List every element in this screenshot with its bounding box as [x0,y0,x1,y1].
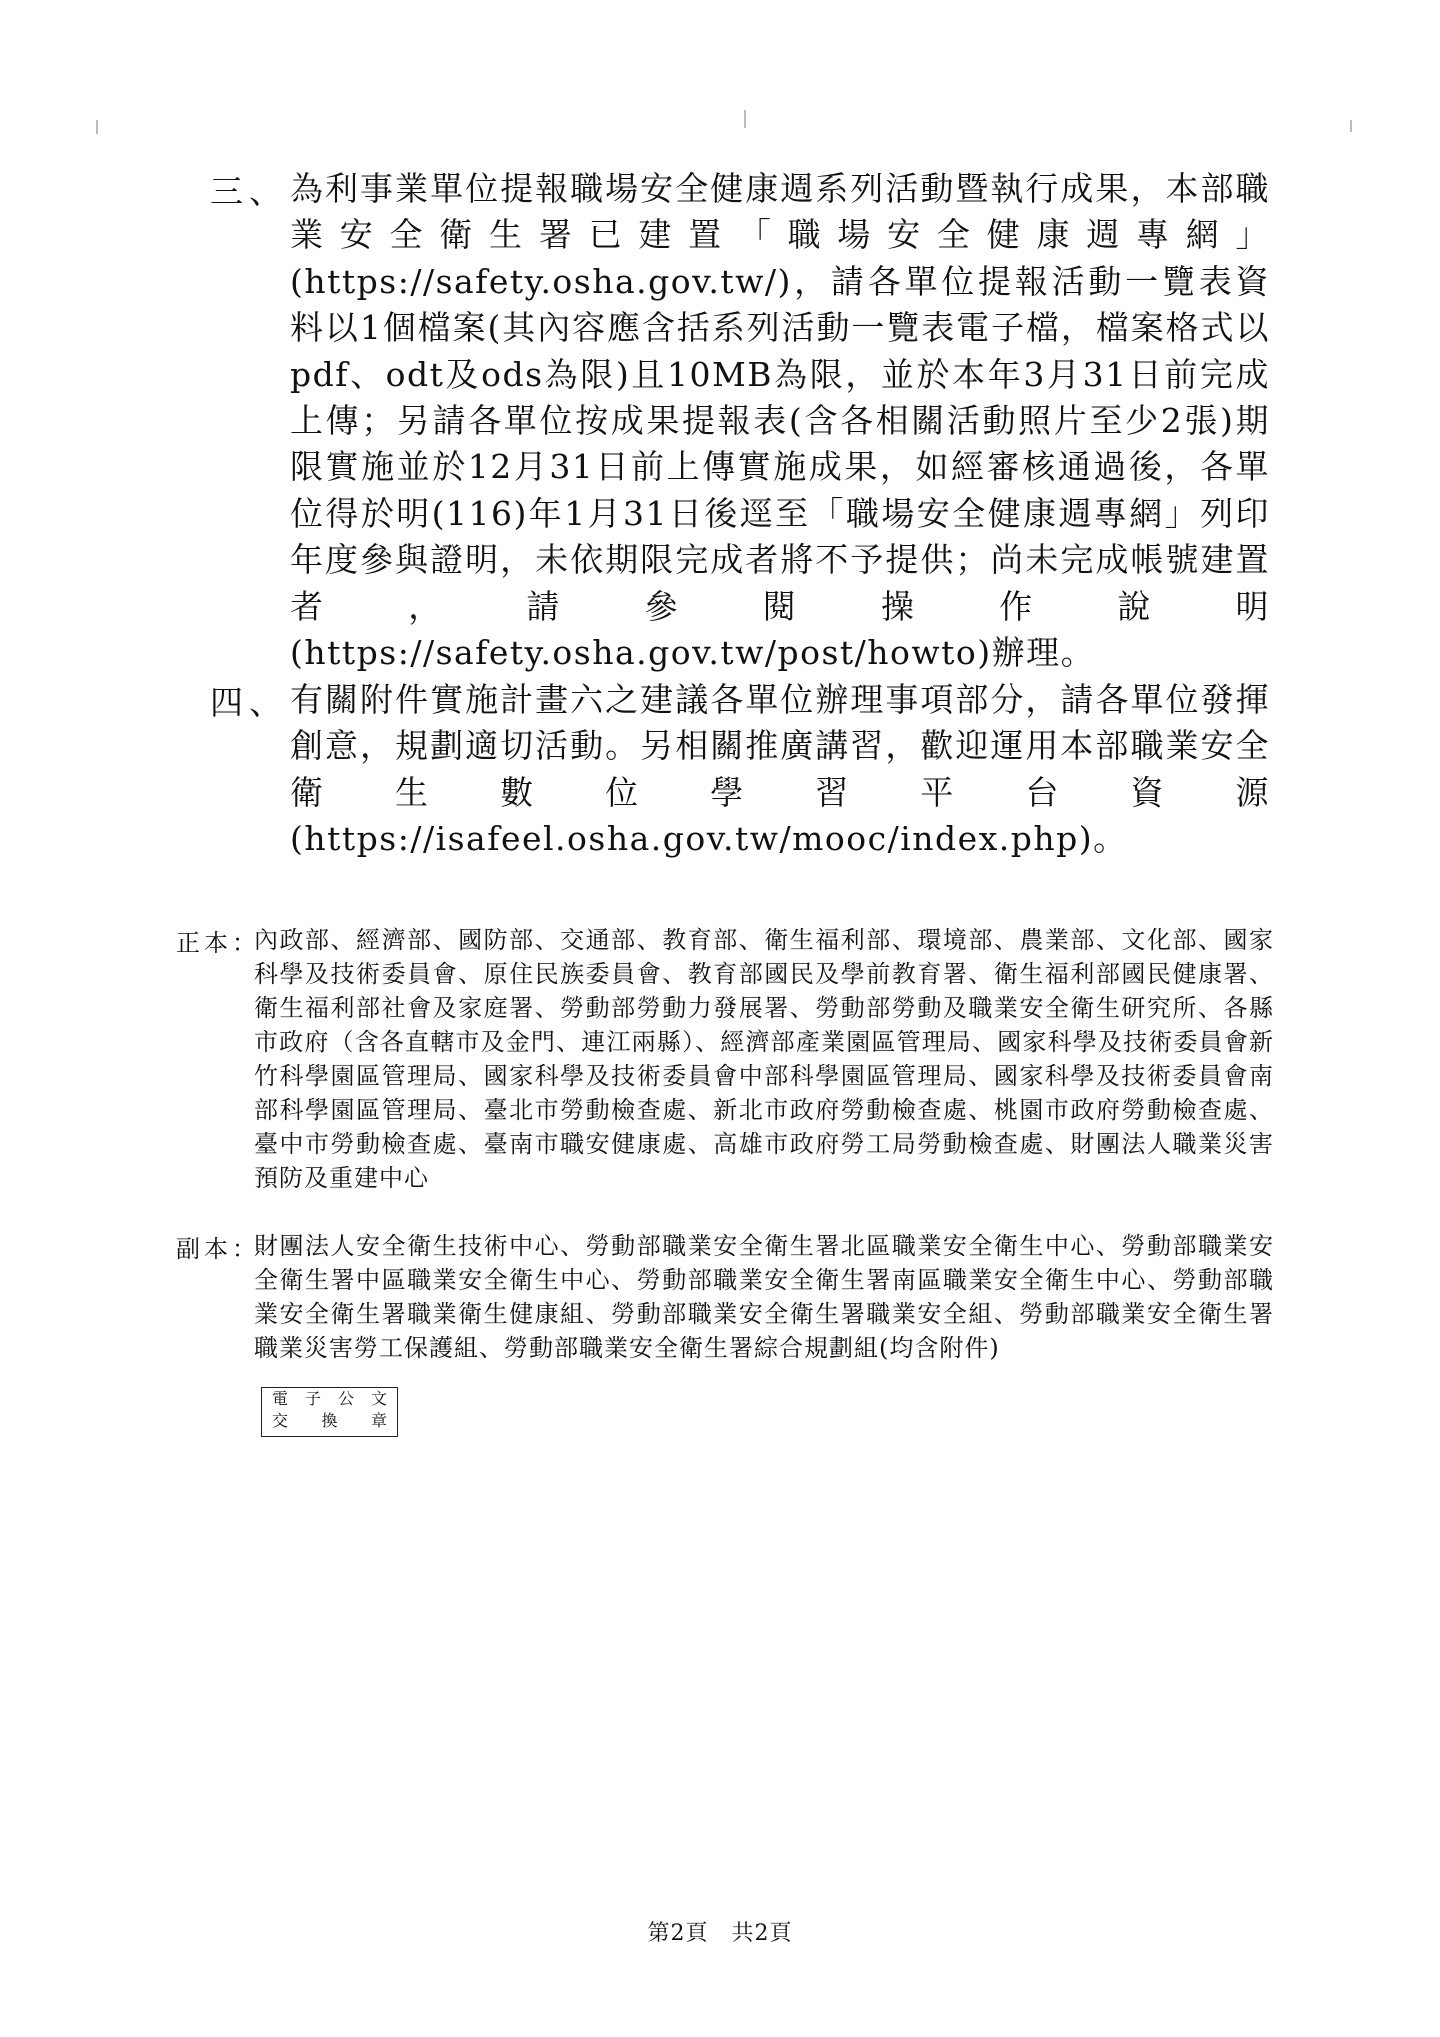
item-four-text: 有關附件實施計畫六之建議各單位辦理事項部分，請各單位發揮創意，規劃適切活動。另相關推廣講習，歡迎運用本部職業安全衛生數位學習平台資源(https://isafeel.osha.gov.tw/mooc/index.php)。 [290,680,1270,859]
primary-recipients-list: 內政部、經濟部、國防部、交通部、教育部、衛生福利部、環境部、農業部、文化部、國家科學及技術委員會、原住民族委員會、教育部國民及學前教育署、衛生福利部國民健康署、衛生福利部社會及家庭署、勞動部勞動力發展署、勞動部勞動及職業安全衛生研究所、各縣市政府（含各直轄市及金門、連江兩縣）、經濟部產業園區管理局、國家科學及技術委員會新竹科學園區管理局、國家科學及技術委員會中部科學園區管理局、國家科學及技術委員會南部科學園區管理局、臺北市勞動檢查處、新北市政府勞動檢查處、桃園市政府勞動檢查處、臺中市勞動檢查處、臺南市職安健康處、高雄市政府勞工局勞動檢查處、財團法人職業災害預防及重建中心 [254,926,1274,1192]
distribution-primary [176,923,1276,1195]
item-four [210,677,1270,863]
stamp-char: 換 [321,1411,338,1430]
primary-recipients-label: 正本： [176,929,260,957]
stamp-char: 公 [337,1389,354,1408]
stamp-char: 電 [272,1389,289,1408]
item-three [210,166,1270,676]
distribution-copy [176,1229,1276,1365]
scan-mark-center [744,110,746,128]
page-number-footer: 第2頁 共2頁 [647,1921,793,1946]
stamp-char: 交 [272,1411,289,1430]
scan-mark-right [1350,120,1352,132]
stamp-char: 子 [304,1389,321,1408]
item-three-text: 為利事業單位提報職場安全健康週系列活動暨執行成果，本部職業安全衛生署已建置「職場安全健康週專網」(https://safety.osha.gov.tw/)，請各單位提報活動一覽表資料以1個檔案(其內容應含括系列活動一覽表電子檔，檔案格式以pdf、odt及ods為限)且10MB為限，並於本年3月31日前完成上傳；另請各單位按成果提報表(含各相關活動照片至少2張)期限實施並於12月31日前上傳實施成果，如經審核通過後，各單位得於明(116)年1月31日後逕至「職場安全健康週專網」列印年度參與證明，未依期限完成者將不予提供；尚未完成帳號建置者，請參閱操作說明(https://safety.osha.gov.tw/post/howto)辦理。 [290,169,1270,673]
item-three-number: 三、 [210,172,288,211]
item-four-number: 四、 [210,683,288,722]
copy-recipients-list: 財團法人安全衛生技術中心、勞動部職業安全衛生署北區職業安全衛生中心、勞動部職業安全衛生署中區職業安全衛生中心、勞動部職業安全衛生署南區職業安全衛生中心、勞動部職業安全衛生署職業衛生健康組、勞動部職業安全衛生署職業安全組、勞動部職業安全衛生署職業災害勞工保護組、勞動部職業安全衛生署綜合規劃組(均含附件) [254,1232,1274,1362]
copy-recipients-label: 副本： [176,1235,260,1263]
scan-mark-left [96,120,98,134]
stamp-char: 章 [370,1411,387,1430]
stamp-line-two [262,1410,397,1432]
stamp-line-one [262,1388,397,1410]
electronic-document-exchange-stamp [261,1387,398,1437]
stamp-char: 文 [370,1389,387,1408]
